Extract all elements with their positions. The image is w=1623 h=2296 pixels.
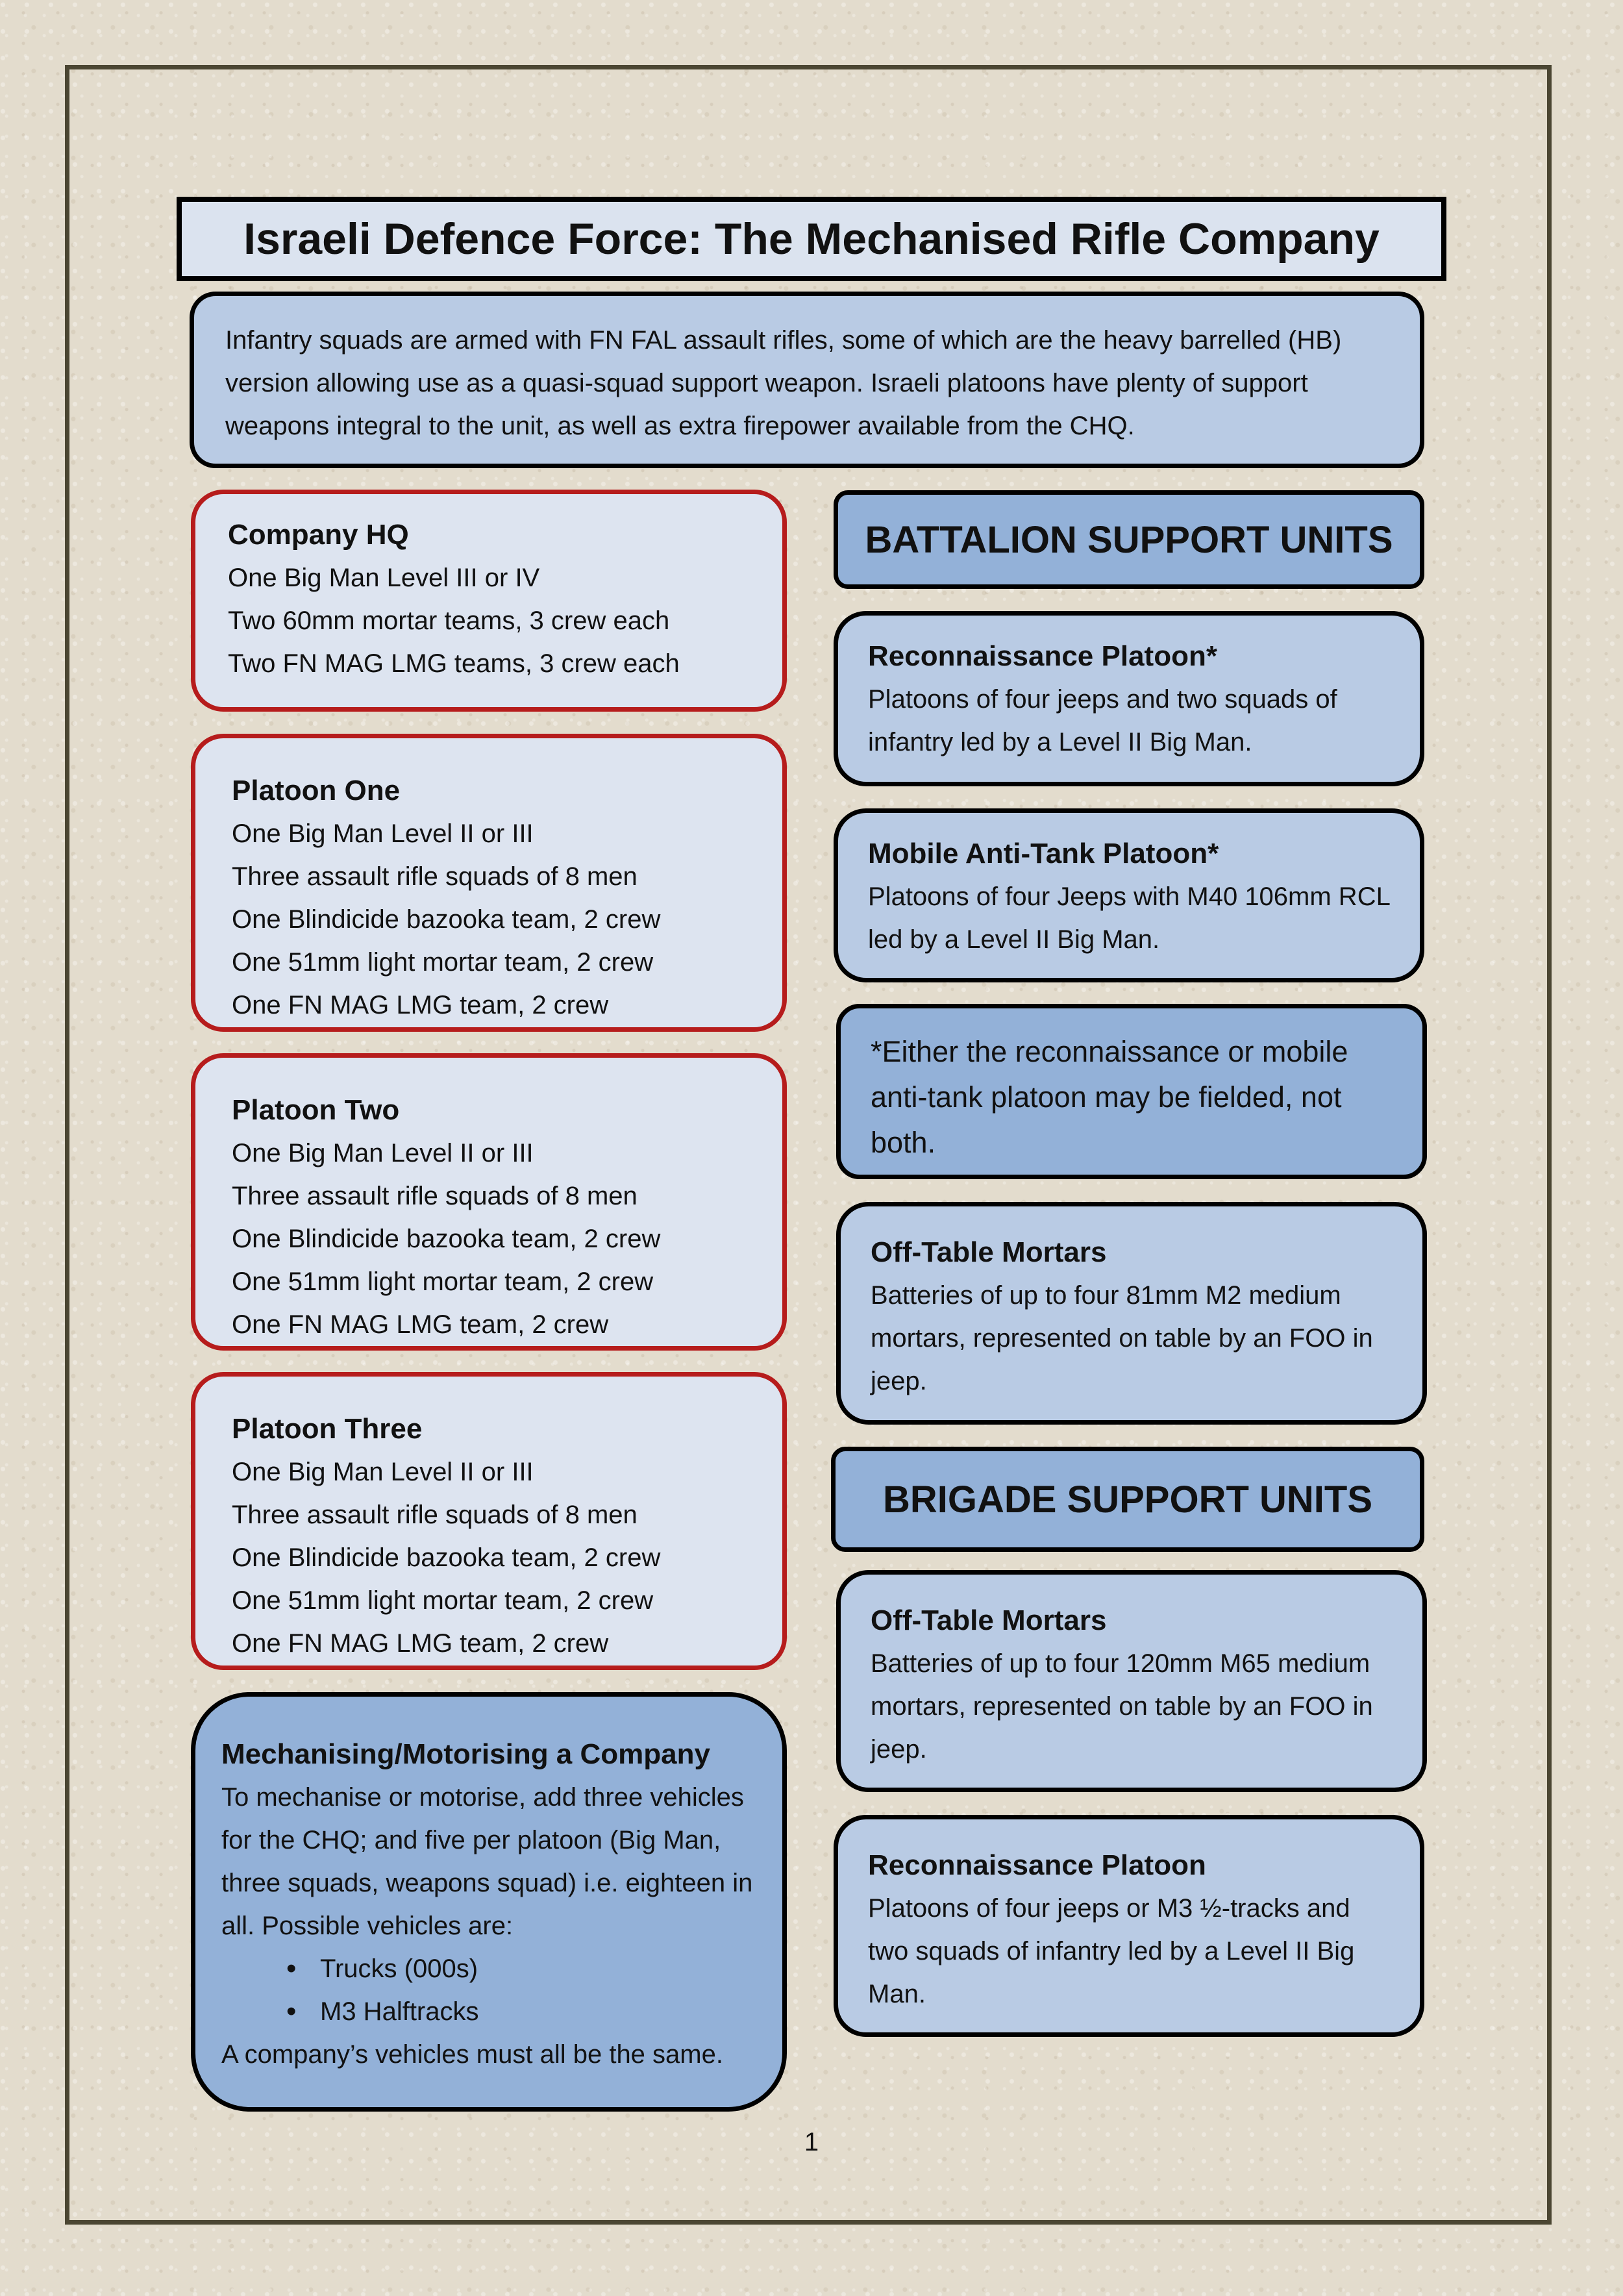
note-text: *Either the reconnaissance or mobile anti-tank platoon may be fielded, not both. <box>871 1035 1348 1159</box>
mechanising-box <box>191 1692 787 2112</box>
platoon-line: Three assault rifle squads of 8 men <box>232 1501 638 1529</box>
intro-text: Infantry squads are armed with FN FAL assault rifles, some of which are the heavy barrelled (HB) version allowing use as a quasi-squad support weapon. Israeli platoons have plenty of support weapons integral to the unit, as well as extra firepower available from the CHQ. <box>225 326 1342 440</box>
platoon-line: One Big Man Level II or III <box>232 1458 534 1486</box>
platoon-line: One FN MAG LMG team, 2 crew <box>232 991 609 1019</box>
platoon-one-box <box>191 734 787 1032</box>
platoon-line: One FN MAG LMG team, 2 crew <box>232 1629 609 1658</box>
brigade-recon-box <box>834 1815 1424 2037</box>
anti-tank-platoon-box <box>834 808 1424 982</box>
vehicle-item: • M3 Halftracks <box>286 1990 756 2033</box>
either-or-note <box>836 1004 1427 1179</box>
brigade-mortars-box <box>836 1570 1427 1792</box>
platoon-three-box <box>191 1372 787 1670</box>
battalion-mortars-box <box>836 1202 1427 1425</box>
mortars-body: Batteries of up to four 120mm M65 medium mortars, represented on table by an FOO in jeep. <box>871 1649 1373 1764</box>
brigade-heading: BRIGADE SUPPORT UNITS <box>831 1447 1424 1552</box>
page-number: 1 <box>804 2128 819 2156</box>
battalion-heading: BATTALION SUPPORT UNITS <box>834 490 1424 589</box>
platoon-line: One Blindicide bazooka team, 2 crew <box>232 905 661 934</box>
page-title: Israeli Defence Force: The Mechanised Rifle Company <box>177 197 1446 281</box>
recon-body: Platoons of four jeeps or M3 ½-tracks and two squads of infantry led by a Level II Big Man. <box>868 1894 1355 2008</box>
company-hq-heading: Company HQ <box>228 519 409 551</box>
platoon-heading: Platoon Two <box>232 1094 400 1126</box>
company-hq-line: Two 60mm mortar teams, 3 crew each <box>228 606 670 635</box>
mortars-heading: Off-Table Mortars <box>871 1236 1107 1268</box>
mechanising-heading: Mechanising/Motorising a Company <box>221 1738 710 1770</box>
recon-heading: Reconnaissance Platoon <box>868 1849 1206 1881</box>
platoon-line: One FN MAG LMG team, 2 crew <box>232 1310 609 1339</box>
platoon-line: Three assault rifle squads of 8 men <box>232 862 638 891</box>
platoon-line: One 51mm light mortar team, 2 crew <box>232 1267 654 1296</box>
intro-box <box>190 292 1424 468</box>
platoon-line: One Big Man Level II or III <box>232 1139 534 1167</box>
platoon-line: One Blindicide bazooka team, 2 crew <box>232 1543 661 1572</box>
anti-tank-heading: Mobile Anti-Tank Platoon* <box>868 838 1219 869</box>
recon-platoon-box <box>834 611 1424 786</box>
platoon-heading: Platoon One <box>232 775 401 806</box>
company-hq-line: One Big Man Level III or IV <box>228 564 540 592</box>
vehicle-list <box>221 1947 756 2033</box>
platoon-line: One Blindicide bazooka team, 2 crew <box>232 1225 661 1253</box>
mortars-heading: Off-Table Mortars <box>871 1604 1107 1636</box>
platoon-two-box <box>191 1053 787 1351</box>
company-hq-box <box>191 490 787 712</box>
mortars-body: Batteries of up to four 81mm M2 medium mortars, represented on table by an FOO in jeep. <box>871 1281 1373 1395</box>
platoon-line: One 51mm light mortar team, 2 crew <box>232 948 654 977</box>
platoon-line: One 51mm light mortar team, 2 crew <box>232 1586 654 1615</box>
recon-heading: Reconnaissance Platoon* <box>868 640 1217 672</box>
platoon-line: One Big Man Level II or III <box>232 819 534 848</box>
vehicle-item: • Trucks (000s) <box>286 1947 756 1990</box>
anti-tank-body: Platoons of four Jeeps with M40 106mm RCL led by a Level II Big Man. <box>868 882 1390 954</box>
recon-body: Platoons of four jeeps and two squads of infantry led by a Level II Big Man. <box>868 685 1337 756</box>
mechanising-footer: A company’s vehicles must all be the same. <box>221 2040 723 2069</box>
mechanising-body: To mechanise or motorise, add three vehicles for the CHQ; and five per platoon (Big Man, three squads, weapons squad) i.e. eighteen in all. Possible vehicles are: <box>221 1783 753 1940</box>
company-hq-line: Two FN MAG LMG teams, 3 crew each <box>228 649 680 678</box>
platoon-line: Three assault rifle squads of 8 men <box>232 1182 638 1210</box>
platoon-heading: Platoon Three <box>232 1413 423 1445</box>
